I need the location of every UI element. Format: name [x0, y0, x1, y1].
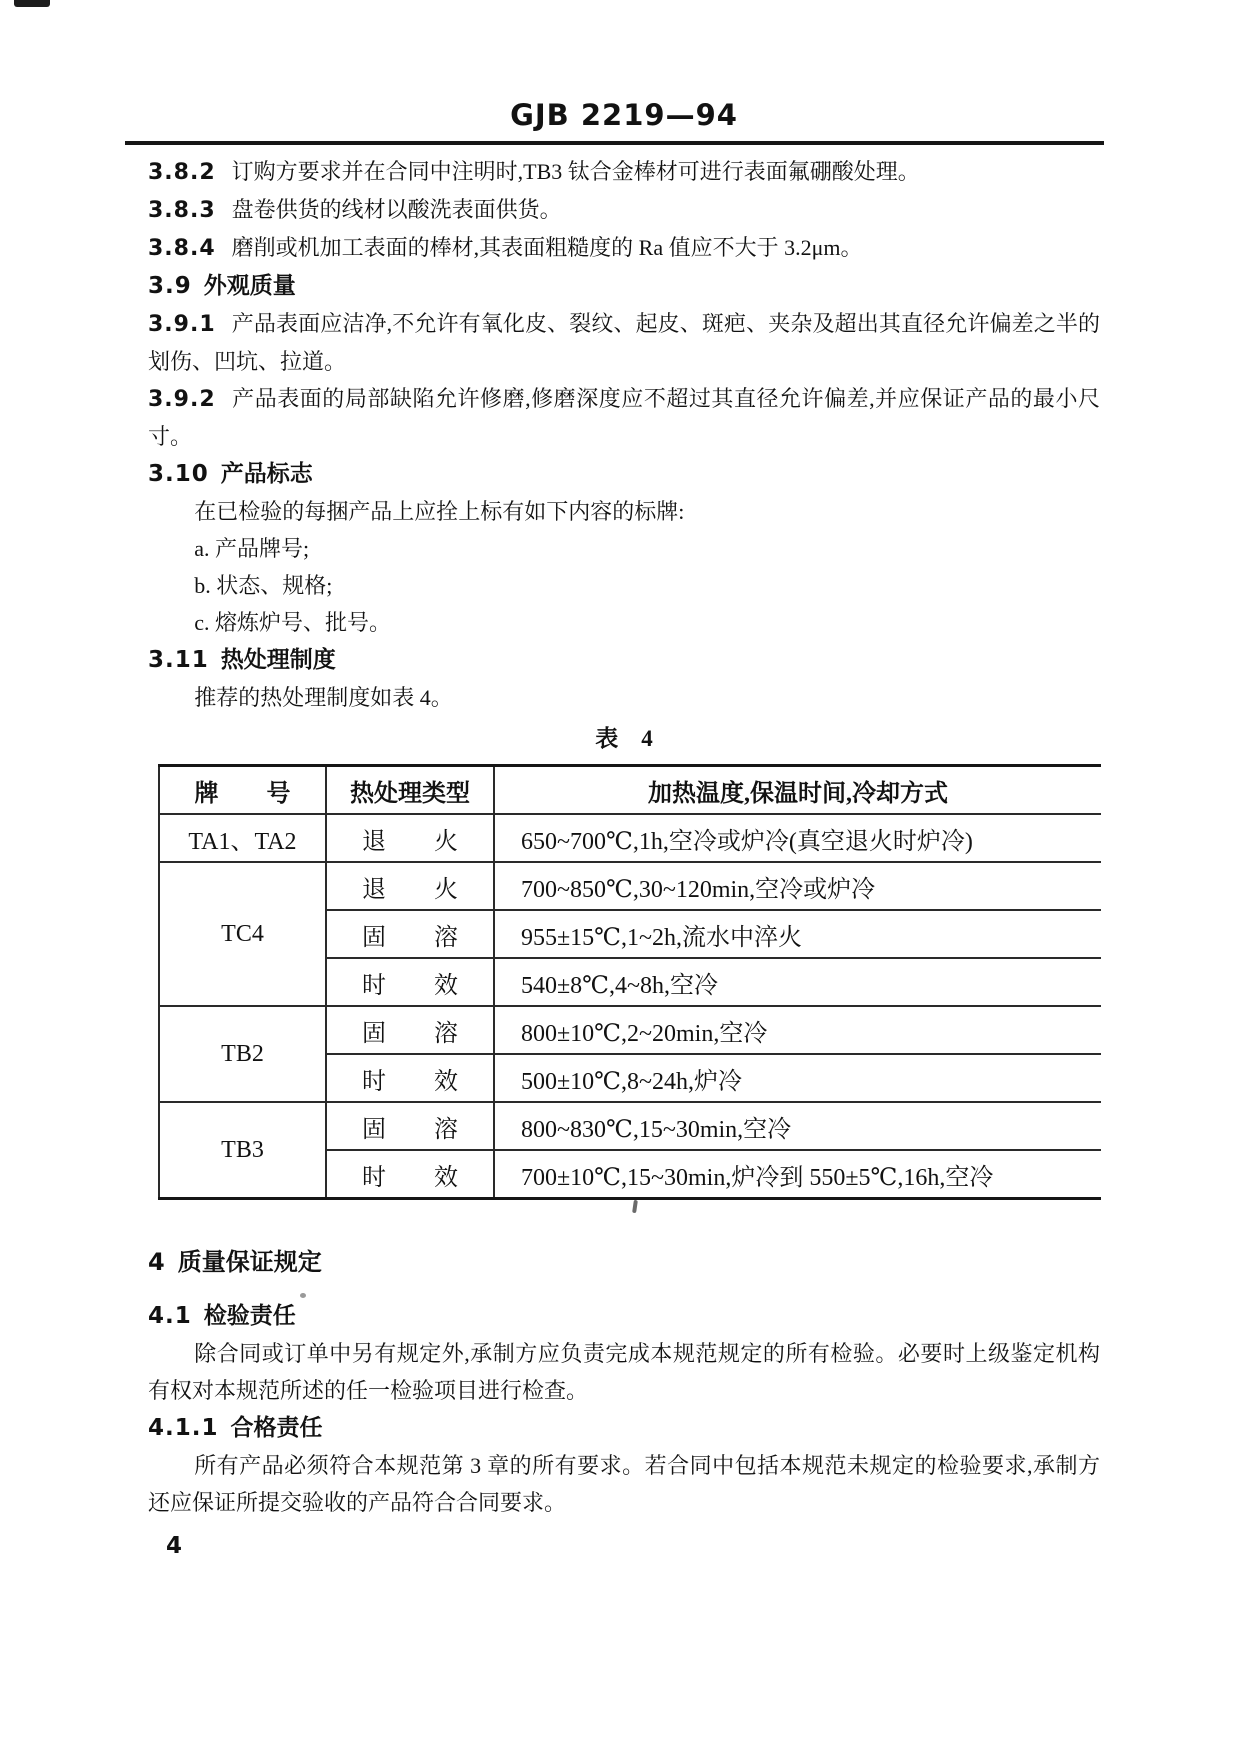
heading-text: 质量保证规定	[177, 1250, 322, 1276]
scan-speck-left	[300, 1293, 306, 1298]
clause-number: 3.9	[148, 273, 192, 299]
paragraph-4-1-1: 所有产品必须符合本规范第 3 章的所有要求。若合同中包括本规范未规定的检验要求,承制方还应保证所提交验收的产品符合合同要求。	[148, 1453, 1100, 1515]
heading-text: 检验责任	[203, 1303, 296, 1328]
clause-3-8-4	[148, 229, 1100, 267]
clause-text: 产品表面应洁净,不允许有氧化皮、裂纹、起皮、斑疤、夹杂及超出其直径允许偏差之半的划伤、凹坑、拉道。	[148, 311, 1100, 374]
clause-text: 盘卷供货的线材以酸洗表面供货。	[231, 197, 562, 222]
heading-4-1	[148, 1297, 1100, 1335]
table-caption: 表 4	[595, 726, 653, 751]
table-row	[159, 814, 1101, 862]
clause-text: 订购方要求并在合同中注明时,TB3 钛合金棒材可进行表面氟硼酸处理。	[231, 159, 920, 184]
grade-cell: TA1、TA2	[159, 814, 326, 862]
clause-number: 4	[148, 1248, 166, 1276]
regime-cell: 500±10℃,8~24h,炉冷	[494, 1054, 1101, 1102]
clause-3-8-3	[148, 191, 1100, 229]
heading-text: 产品标志	[220, 461, 313, 486]
list-item-c: c. 熔炼炉号、批号。	[194, 610, 391, 635]
clause-number: 3.9.2	[148, 387, 216, 412]
page-number: 4	[166, 1533, 183, 1559]
treatment-type-cell: 时 效	[326, 958, 494, 1006]
clause-number: 3.8.3	[148, 198, 216, 223]
regime-cell: 700~850℃,30~120min,空冷或炉冷	[494, 862, 1101, 910]
list-item-a: a. 产品牌号;	[194, 536, 310, 561]
heading-text: 热处理制度	[220, 647, 336, 672]
paragraph-4-1: 除合同或订单中另有规定外,承制方应负责完成本规范规定的所有检验。必要时上级鉴定机构有权对本规范所述的任一检验项目进行检查。	[148, 1341, 1100, 1403]
heading-3-11	[148, 641, 1100, 679]
heading-4-1-1	[148, 1409, 1100, 1447]
clause-3-8-2	[148, 153, 1100, 191]
treatment-type-cell: 时 效	[326, 1150, 494, 1199]
header-rule	[125, 141, 1104, 145]
table-row	[159, 1006, 1101, 1054]
clause-number: 3.8.2	[148, 160, 216, 185]
treatment-type-cell: 固 溶	[326, 1006, 494, 1054]
table-row	[159, 862, 1101, 910]
treatment-type-cell: 时 效	[326, 1054, 494, 1102]
paragraph-marking-intro: 在已检验的每捆产品上应拴上标有如下内容的标牌:	[194, 499, 685, 524]
clause-number: 3.10	[148, 461, 209, 487]
heading-text: 合格责任	[230, 1415, 323, 1440]
treatment-type-cell: 退 火	[326, 862, 494, 910]
clause-3-9-2	[148, 380, 1100, 455]
clause-number: 3.11	[148, 647, 209, 673]
standard-number-header: GJB 2219—94	[510, 98, 738, 132]
regime-cell: 955±15℃,1~2h,流水中淬火	[494, 910, 1101, 958]
grade-cell: TB2	[159, 1006, 326, 1102]
paragraph-table-reference: 推荐的热处理制度如表 4。	[194, 685, 453, 710]
clause-text: 磨削或机加工表面的棒材,其表面粗糙度的 Ra 值应不大于 3.2μm。	[231, 235, 863, 260]
col-header-treatment-type: 热处理类型	[326, 766, 494, 815]
treatment-type-cell: 退 火	[326, 814, 494, 862]
regime-cell: 700±10℃,15~30min,炉冷到 550±5℃,16h,空冷	[494, 1150, 1101, 1199]
clause-3-9-1	[148, 305, 1100, 380]
col-header-grade: 牌 号	[159, 766, 326, 815]
heading-3-10	[148, 455, 1100, 493]
scan-smudge-corner	[14, 0, 50, 7]
body-text	[148, 153, 1100, 1559]
heat-treatment-table	[158, 764, 1101, 1200]
clause-number: 4.1.1	[148, 1415, 219, 1441]
table-row	[159, 1102, 1101, 1150]
heading-4	[148, 1242, 1100, 1283]
clause-text: 产品表面的局部缺陷允许修磨,修磨深度应不超过其直径允许偏差,并应保证产品的最小尺寸。	[148, 386, 1100, 449]
col-header-regime: 加热温度,保温时间,冷却方式	[494, 766, 1101, 815]
treatment-type-cell: 固 溶	[326, 1102, 494, 1150]
treatment-type-cell: 固 溶	[326, 910, 494, 958]
regime-cell: 540±8℃,4~8h,空冷	[494, 958, 1101, 1006]
table-header-row	[159, 766, 1101, 815]
clause-number: 3.9.1	[148, 312, 216, 337]
heading-3-9	[148, 267, 1100, 305]
regime-cell: 800±10℃,2~20min,空冷	[494, 1006, 1101, 1054]
regime-cell: 800~830℃,15~30min,空冷	[494, 1102, 1101, 1150]
clause-number: 3.8.4	[148, 236, 216, 261]
clause-number: 4.1	[148, 1303, 192, 1329]
grade-cell: TB3	[159, 1102, 326, 1199]
heading-text: 外观质量	[203, 273, 296, 298]
grade-cell: TC4	[159, 862, 326, 1006]
list-item-b: b. 状态、规格;	[194, 573, 333, 598]
regime-cell: 650~700℃,1h,空冷或炉冷(真空退火时炉冷)	[494, 814, 1101, 862]
